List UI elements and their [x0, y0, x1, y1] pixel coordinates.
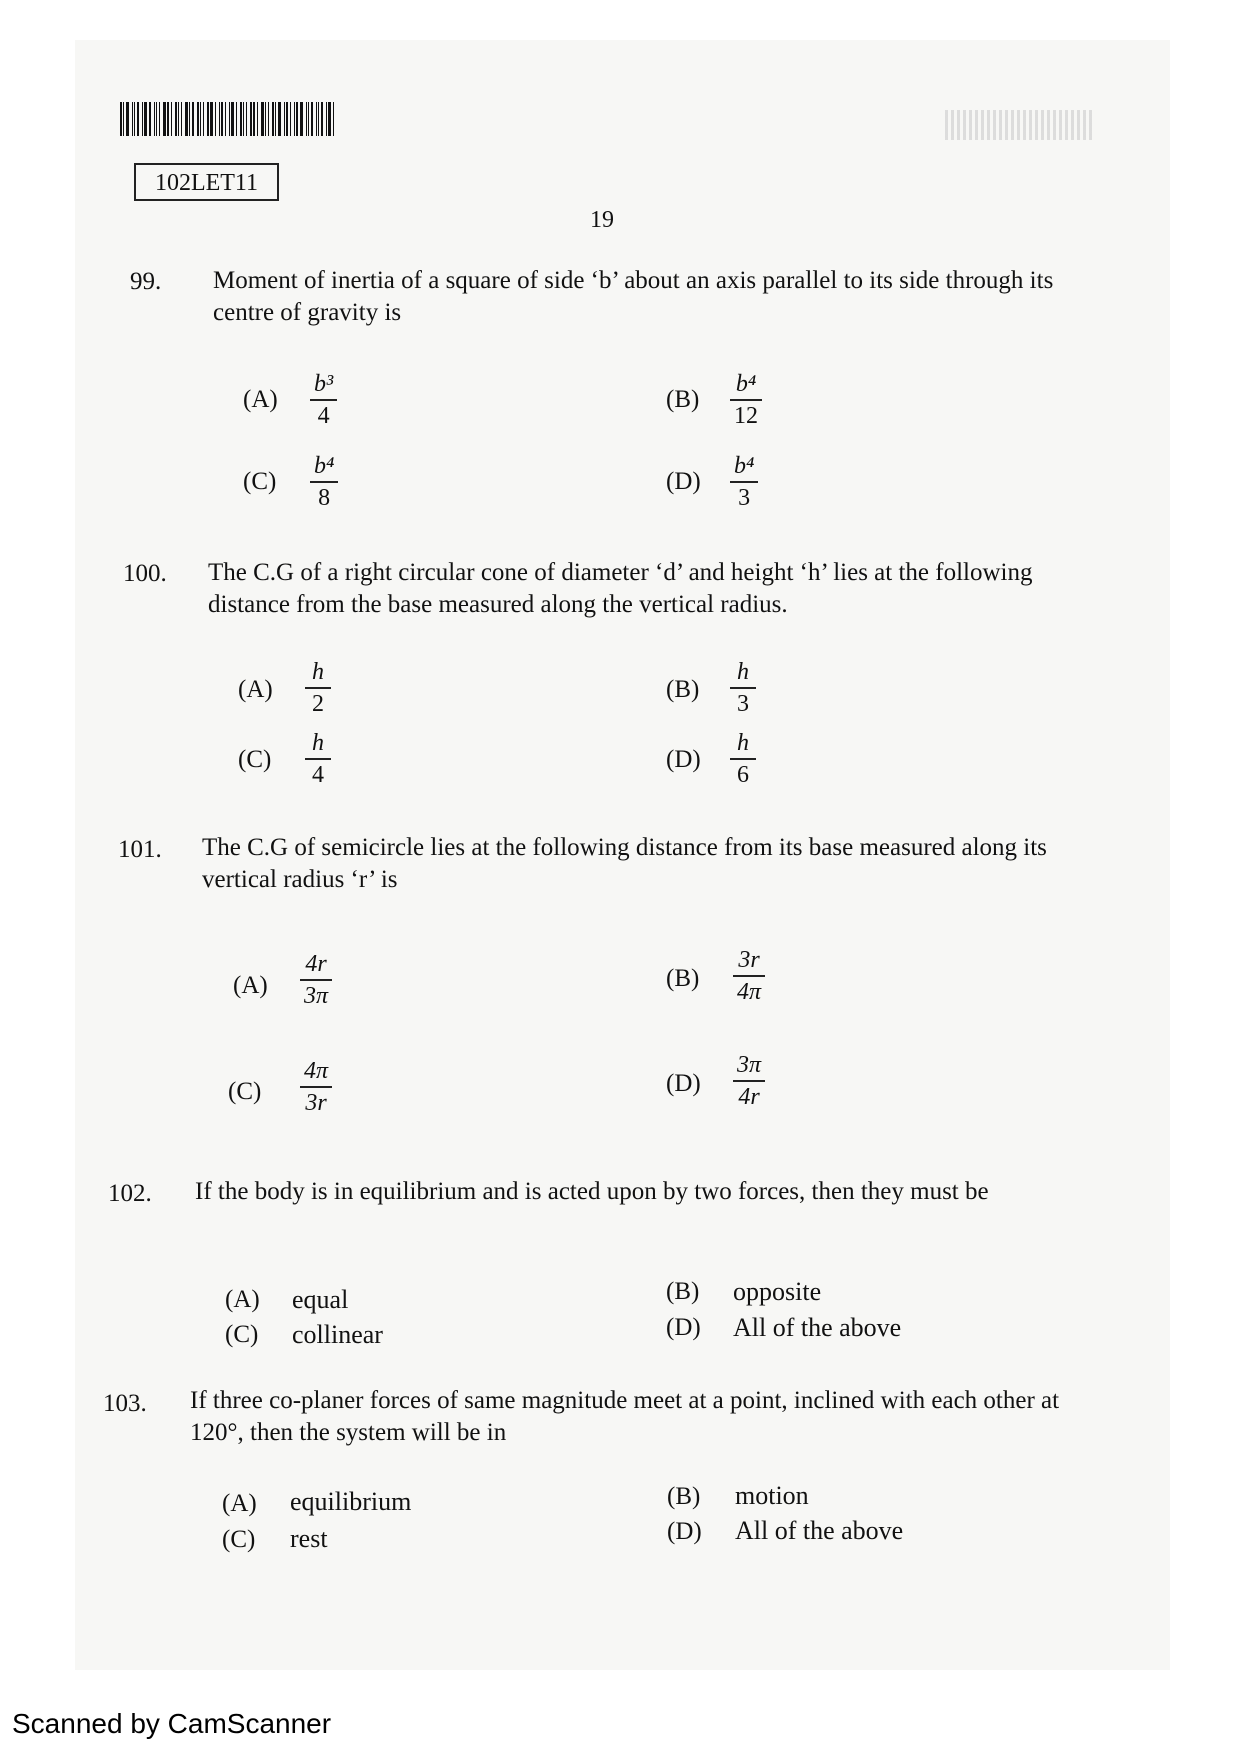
question-text: Moment of inertia of a square of side ‘b’ about an axis parallel to its side through its centre of gravity is: [213, 267, 1054, 326]
option-label: (D): [666, 468, 701, 495]
barcode-bar: [318, 102, 319, 136]
barcode-bar: [311, 102, 313, 136]
option-text: opposite: [733, 1277, 822, 1306]
barcode-bar: [275, 102, 276, 136]
fraction-denominator: 8: [318, 485, 331, 511]
barcode-bar: [219, 102, 220, 136]
scanner-watermark: Scanned by CamScanner: [12, 1708, 332, 1739]
option-label: (A): [243, 386, 278, 413]
fraction-denominator: 3: [738, 485, 751, 511]
paper-code-box: 102LET11: [134, 163, 279, 201]
barcode-bar: [200, 102, 201, 136]
option-label: (B): [666, 965, 700, 992]
question-number: 99.: [130, 268, 162, 295]
barcode-bar: [257, 102, 258, 136]
fraction-numerator: b⁴: [314, 453, 335, 479]
barcode-bar: [167, 102, 169, 136]
fraction-denominator: 4r: [738, 1084, 760, 1110]
barcode-bar: [178, 102, 179, 136]
barcode-bar: [120, 102, 122, 136]
barcode-bar: [326, 102, 327, 136]
barcode-bar: [278, 102, 281, 136]
fraction-bar: [733, 975, 765, 977]
question-text: The C.G of a right circular cone of diameter ‘d’ and height ‘h’ lies at the following distance from the base measured along the vertical radius.: [208, 559, 1033, 618]
fraction-numerator: h: [737, 659, 749, 685]
option-fraction: [300, 1058, 332, 1116]
barcode-bar: [149, 102, 151, 136]
barcode-bar: [290, 102, 291, 136]
fraction-numerator: 3r: [738, 947, 760, 973]
barcode-bar: [175, 102, 177, 136]
option-label: (C): [238, 746, 272, 773]
option-text: All of the above: [735, 1516, 904, 1545]
barcode-bar: [192, 102, 194, 136]
option-label: (B): [666, 1278, 700, 1305]
option-label: (A): [233, 972, 268, 999]
barcode-bar: [308, 102, 309, 136]
fraction-denominator: 4: [317, 403, 330, 429]
barcode-bar: [221, 102, 223, 136]
fraction-numerator: b⁴: [735, 371, 757, 397]
question-number: 103.: [103, 1390, 147, 1417]
barcode-bar: [294, 102, 295, 136]
fraction-bar: [305, 687, 331, 689]
barcode-bar: [137, 102, 139, 136]
question-text: If three co-planer forces of same magnitude meet at a point, inclined with each other at 120°, then the system will be in: [190, 1387, 1060, 1446]
option-text: collinear: [292, 1320, 383, 1349]
fraction-denominator: 3r: [305, 1090, 327, 1116]
fraction-bar: [300, 1086, 332, 1088]
fraction-bar: [730, 687, 756, 689]
option-text: motion: [735, 1481, 809, 1510]
question-number: 100.: [123, 560, 167, 587]
fraction-bar: [730, 481, 758, 483]
barcode-bar: [210, 102, 213, 136]
barcode-bar: [306, 102, 307, 136]
barcode-bar: [142, 102, 143, 136]
option-label: (A): [222, 1490, 257, 1517]
barcode-bar: [123, 102, 124, 136]
barcode-bar: [236, 102, 237, 136]
option-fraction: [730, 659, 756, 717]
barcode-bar: [333, 102, 334, 136]
barcode-bar: [316, 102, 317, 136]
option-fraction: [300, 951, 332, 1009]
faint-barcode: [945, 110, 1095, 140]
fraction-numerator: h: [312, 730, 324, 756]
question-number: 102.: [108, 1180, 152, 1207]
fraction-numerator: h: [737, 730, 749, 756]
barcode-bar: [296, 102, 298, 136]
barcode-bar: [134, 102, 135, 136]
barcode-bar: [286, 102, 288, 136]
barcode-bar: [250, 102, 252, 136]
barcode-bar: [154, 102, 155, 136]
barcode-bar: [185, 102, 188, 136]
barcode-bar: [240, 102, 242, 136]
barcode-bar: [197, 102, 199, 136]
fraction-numerator: 3π: [737, 1052, 762, 1078]
fraction-numerator: h: [312, 659, 324, 685]
option-label: (C): [222, 1526, 256, 1553]
option-fraction: [730, 371, 762, 429]
option-text: equilibrium: [290, 1487, 412, 1516]
fraction-bar: [310, 399, 337, 401]
barcode-bar: [321, 102, 323, 136]
option-text: rest: [290, 1524, 328, 1553]
option-fraction: [310, 371, 337, 429]
fraction-denominator: 2: [312, 691, 324, 717]
option-label: (B): [666, 386, 700, 413]
option-label: (C): [225, 1321, 259, 1348]
fraction-numerator: 4r: [305, 951, 327, 977]
fraction-denominator: 3π: [304, 983, 329, 1009]
barcode-bar: [246, 102, 247, 136]
option-label: (D): [667, 1518, 702, 1545]
barcode-bar: [181, 102, 182, 136]
option-fraction: [305, 730, 331, 788]
fraction-bar: [300, 979, 332, 981]
option-fraction: [730, 730, 756, 788]
barcode-bar: [272, 102, 274, 136]
barcode-bar: [156, 102, 157, 136]
barcode-bar: [203, 102, 204, 136]
question-number: 101.: [118, 836, 162, 863]
barcode-bar: [159, 102, 160, 136]
fraction-bar: [733, 1080, 765, 1082]
option-label: (C): [228, 1078, 262, 1105]
fraction-denominator: 12: [734, 403, 758, 429]
page-number: 19: [590, 207, 614, 233]
barcode-bar: [328, 102, 331, 136]
option-label: (B): [666, 676, 700, 703]
option-fraction: [310, 453, 338, 511]
fraction-denominator: 4: [312, 762, 324, 788]
barcode: [120, 102, 382, 136]
barcode-bar: [231, 102, 234, 136]
option-label: (A): [238, 676, 273, 703]
fraction-denominator: 4π: [737, 979, 762, 1005]
fraction-numerator: b³: [314, 371, 334, 397]
fraction-numerator: 4π: [304, 1058, 329, 1084]
barcode-bar: [189, 102, 190, 136]
barcode-bar: [215, 102, 216, 136]
barcode-bar: [163, 102, 166, 136]
option-fraction: [730, 453, 758, 511]
fraction-denominator: 6: [737, 762, 749, 788]
option-fraction: [733, 947, 765, 1005]
option-fraction: [733, 1052, 765, 1110]
barcode-bar: [268, 102, 269, 136]
option-label: (A): [225, 1286, 260, 1313]
barcode-bar: [132, 102, 133, 136]
barcode-bar: [229, 102, 230, 136]
option-label: (B): [667, 1483, 701, 1510]
fraction-bar: [730, 399, 762, 401]
barcode-bar: [265, 102, 266, 136]
barcode-bar: [144, 102, 147, 136]
barcode-bar: [225, 102, 226, 136]
barcode-bar: [207, 102, 209, 136]
option-label: (C): [243, 468, 277, 495]
barcode-bar: [300, 102, 303, 136]
option-label: (D): [666, 1314, 701, 1341]
fraction-numerator: b⁴: [734, 453, 755, 479]
question-text: The C.G of semicircle lies at the following distance from its base measured along its vertical radius ‘r’ is: [202, 834, 1047, 893]
option-text: equal: [292, 1285, 349, 1314]
barcode-bar: [284, 102, 285, 136]
barcode-bar: [171, 102, 172, 136]
barcode-bar: [126, 102, 129, 136]
fraction-bar: [310, 481, 338, 483]
barcode-bar: [261, 102, 264, 136]
option-fraction: [305, 659, 331, 717]
option-text: All of the above: [733, 1313, 902, 1342]
barcode-bar: [253, 102, 255, 136]
fraction-denominator: 3: [737, 691, 749, 717]
option-label: (D): [666, 1070, 701, 1097]
fraction-bar: [305, 758, 331, 760]
fraction-bar: [730, 758, 756, 760]
barcode-bar: [243, 102, 244, 136]
option-label: (D): [666, 746, 701, 773]
question-text: If the body is in equilibrium and is acted upon by two forces, then they must be: [195, 1178, 989, 1205]
